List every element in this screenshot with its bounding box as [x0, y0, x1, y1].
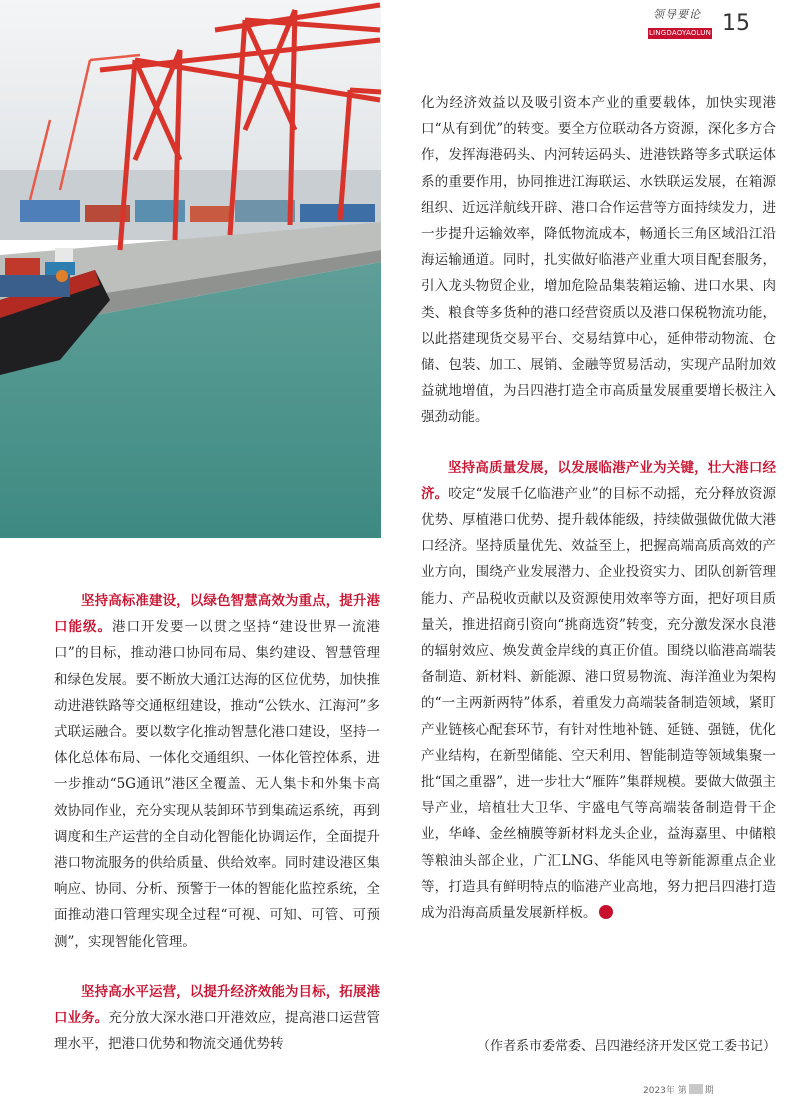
- section-title-en: LINGDAOYAOLUN: [648, 29, 712, 37]
- left-para-1-body: 港口开发要一以贯之坚持“建设世界一流港口”的目标，推动港口协同布局、集约建设、智慧管理和绿色发展。要不断放大通江达海的区位优势，加快推动进港铁路等交通枢纽建设，推动“公铁水、江海河”多式联运融合。要以数字化推动智慧化港口建设，坚持一体化总体布局、一体化交通组织、一体化管控体系，进一步推动“5G通讯”港区全覆盖、无人集卡和外集卡高效协同作业，充分实现从装卸环节到集疏运系统，再到调度和生产运营的全自动化智能化协调运作，全面提升港口物流服务的供给质量、供给效率。同时建设港区集响应、协同、分析、预警于一体的智能化监控系统，全面推动港口管理实现全过程“可视、可知、可管、可预测”，实现智能化管理。: [54, 619, 381, 950]
- port-photo: [0, 0, 381, 538]
- footer-issue-suffix: 期: [704, 1086, 714, 1096]
- end-mark-icon: [599, 905, 613, 919]
- right-para-2-heading: 坚持高质量发展，以发展临港产业为关键，壮大港口经济。: [421, 459, 776, 502]
- page-number: 15: [722, 11, 750, 36]
- right-para-2-body: 咬定“发展千亿临港产业”的目标不动摇，充分释放资源优势、厚植港口优势、提升载体能级，持续做强做优做大港口经济。坚持质量优先、效益至上，把握高端高质高效的产业方向，围绕产业发展潜力、企业投资实力、团队创新管理能力、产品税收贡献以及资源使用效率等方面，把好项目质量关，推进招商引资向“挑商选资”转变，充分激发深水良港的辐射效应、焕发黄金岸线的真正价值。围绕以临港高端装备制造、新材料、新能源、港口贸易物流、海洋渔业为架构的“一主两新两特”体系，着重发力高端装备制造领域，紧盯产业链核心配套环节，有针对性地补链、延链、强链，优化产业结构，在新型储能、空天利用、智能制造等领域集聚一批“国之重器”，进一步壮大“雁阵”集群规模。要做大做强主导产业，培植壮大卫华、宇盛电气等高端装备制造骨干企业，华峰、金丝楠膜等新材料龙头企业，益海嘉里、中储粮等粮油头部企业，广汇LNG、华能风电等新能源重点企业等，打造具有鲜明特点的临港产业高地，努力把吕四港打造成为沿海高质量发展新样板。: [421, 485, 777, 922]
- left-para-2-heading: 坚持高水平运营，以提升经济效能为目标，拓展港口业务。: [54, 983, 380, 1027]
- issue-number-box: [689, 1084, 703, 1094]
- footer-year: 2023年 第: [643, 1086, 687, 1096]
- left-para-1: [54, 588, 380, 955]
- right-para-1: 化为经济效益以及吸引资本产业的重要载体，加快实现港口“从有到优”的转变。要全方位联动各方资源，深化多方合作，发挥海港码头、内河转运码头、进港铁路等多式联运体系的重要作用，协同推进江海联运、水铁联运发展，在箱源组织、近远洋航线开辟、港口合作运营等方面持续发力，进一步提升运输效率，降低物流成本，畅通长三角区域沿江沿海运输通道。同时，扎实做好临港产业重大项目配套服务，引入龙头物贸企业，增加危险品集装箱运输、进口水果、肉类、粮食等多货种的港口经营资质以及港口保税物流功能，以此搭建现货交易平台、交易结算中心，延伸带动物流、仓储、包装、加工、展销、金融等贸易活动，实现产品附加效益就地增值，为吕四港打造全市高质量发展重要增长极注入强劲动能。: [421, 95, 776, 426]
- left-para-2: [54, 979, 380, 1058]
- right-para-2: [421, 455, 776, 927]
- left-para-2-body: 充分放大深水港口开港效应，提高港口运营管理水平，把港口优势和物流交通优势转: [54, 1010, 381, 1053]
- section-title-cn: 领导要论: [653, 8, 701, 21]
- right-column: [421, 90, 776, 926]
- port-cranes-photo: [0, 0, 381, 538]
- author-note: （作者系市委常委、吕四港经济开发区党工委书记）: [476, 1039, 776, 1054]
- left-column: [54, 588, 380, 1057]
- issue-footer: [643, 1083, 714, 1096]
- left-para-1-heading: 坚持高标准建设，以绿色智慧高效为重点，提升港口能级。: [54, 593, 380, 636]
